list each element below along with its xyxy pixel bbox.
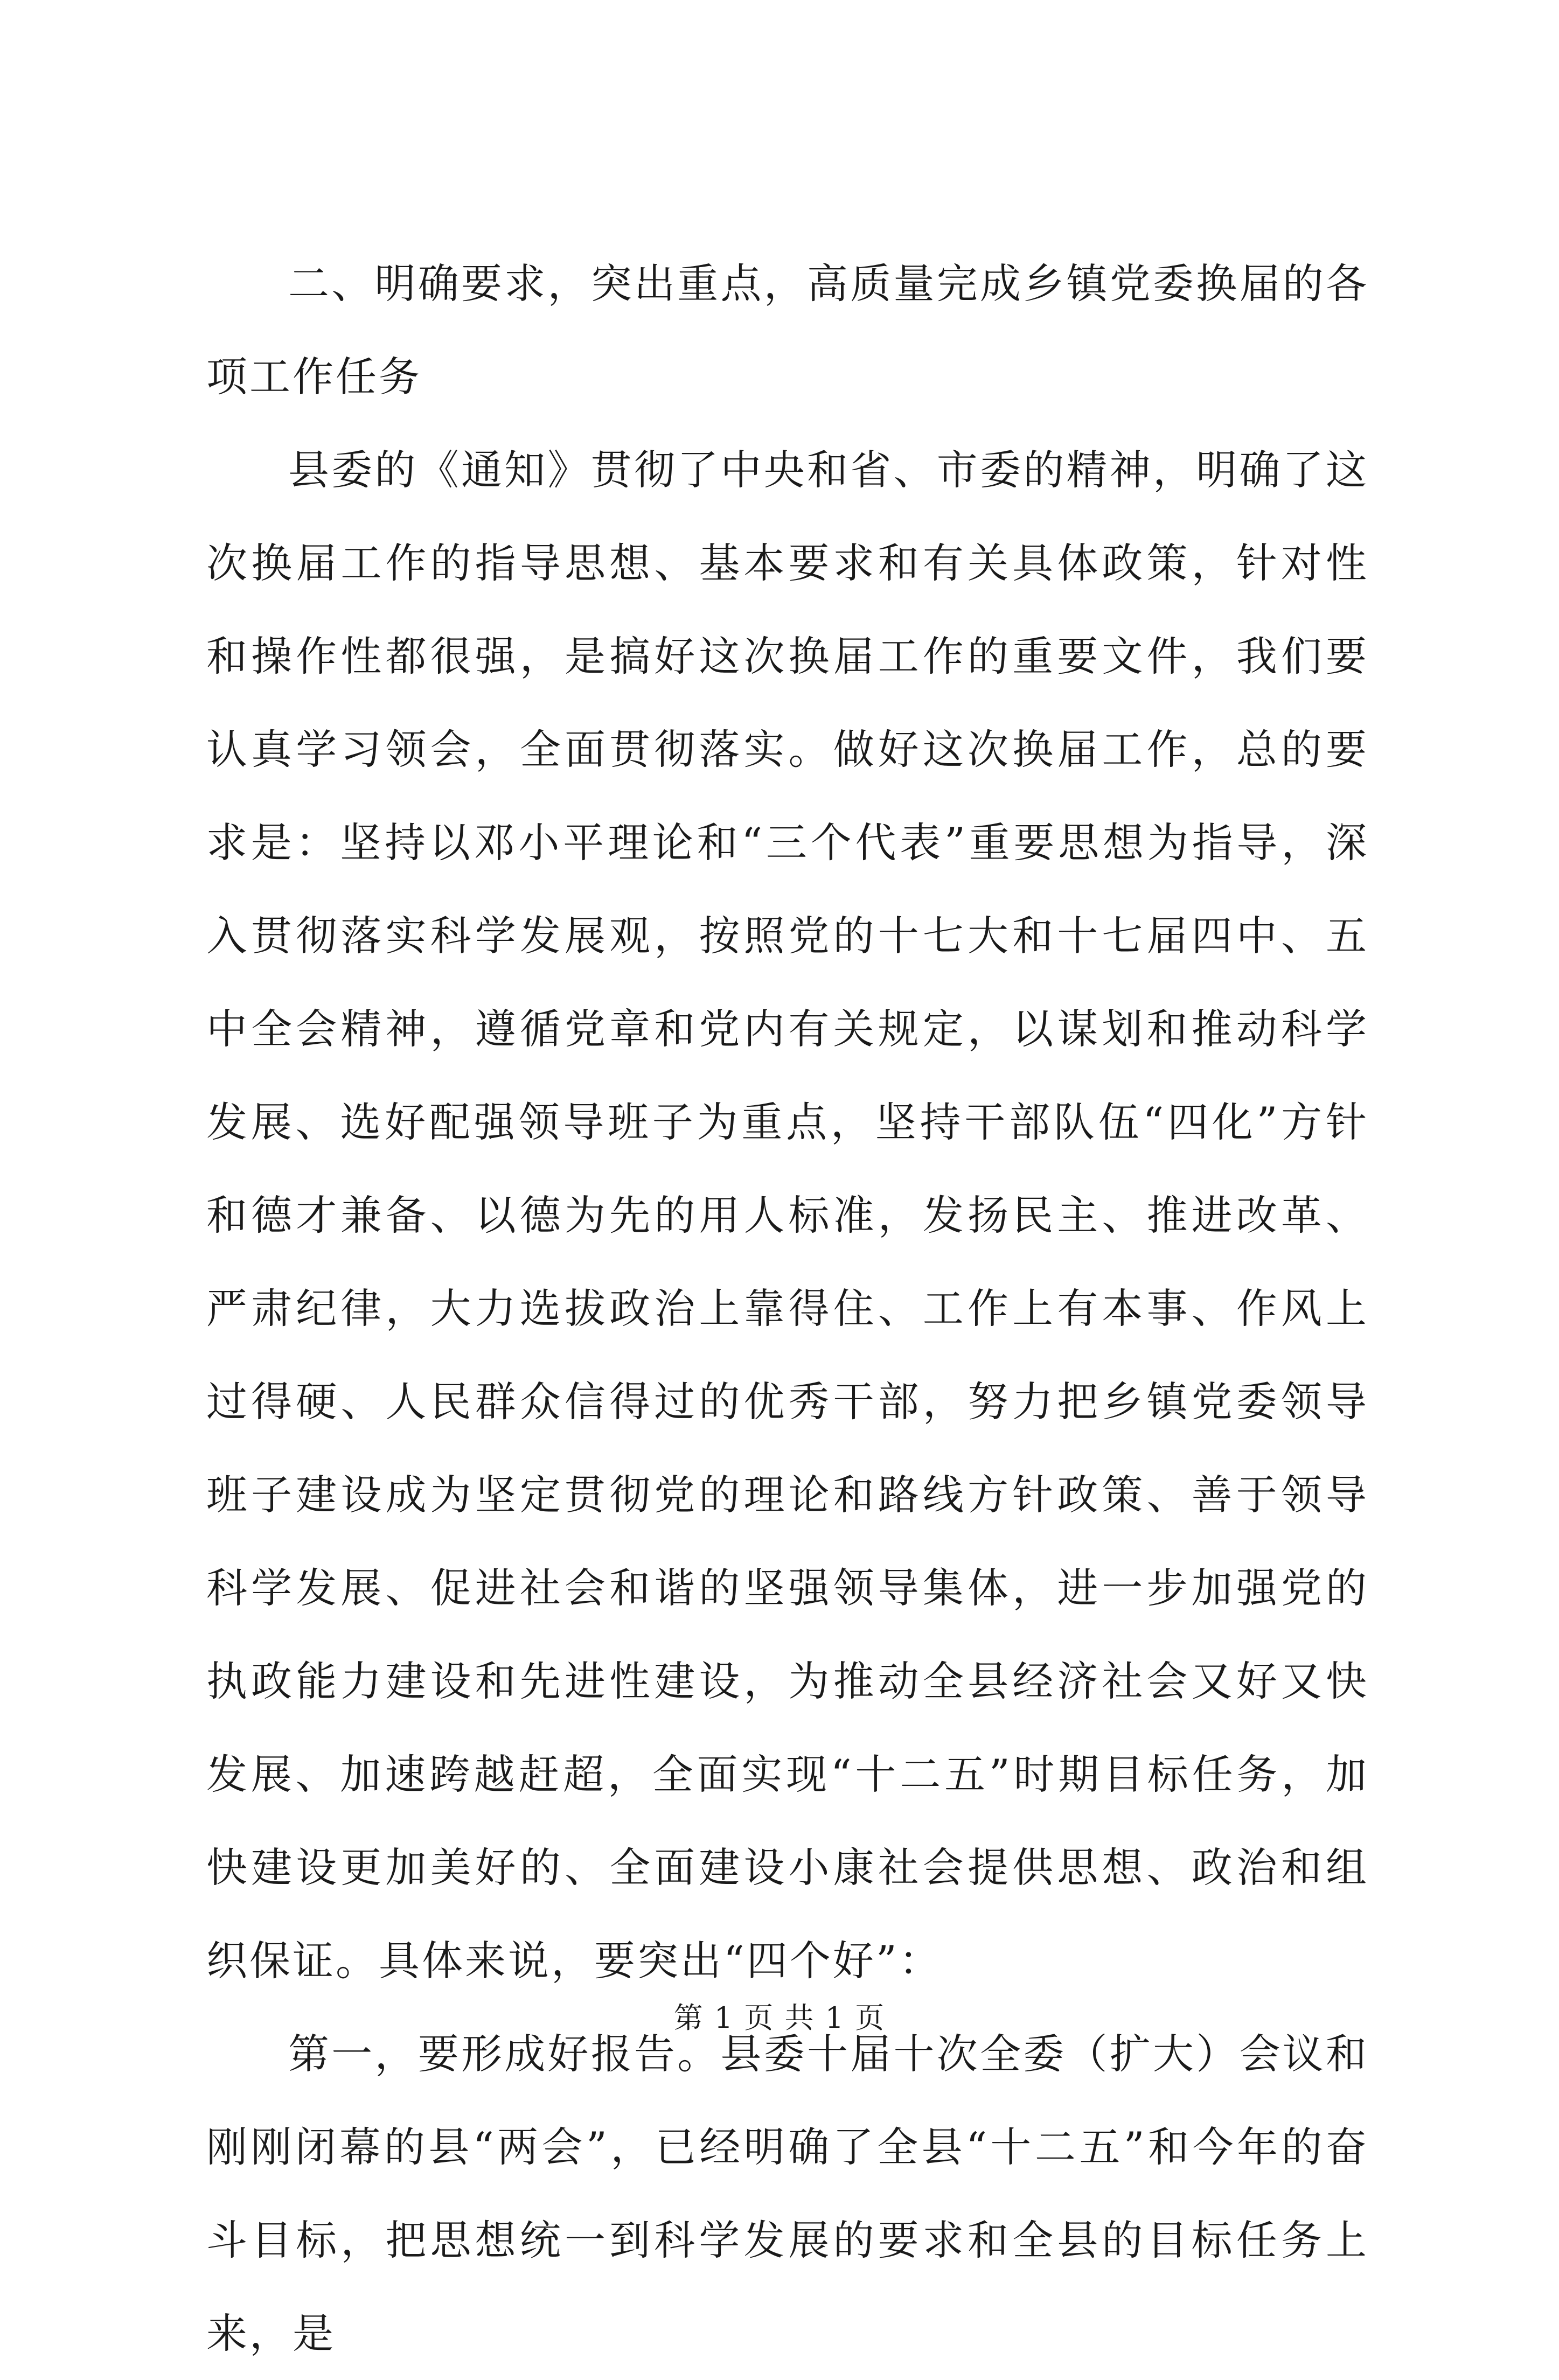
document-body [206,237,1369,2380]
page-footer: 第 1 页 共 1 页 [673,2001,886,2035]
body-paragraph: 县委的《通知》贯彻了中央和省、市委的精神，明确了这次换届工作的指导思想、基本要求和有关具体政策，针对性和操作性都很强，是搞好这次换届工作的重要文件，我们要认真学习领会，全面贯彻落实。做好这次换届工作，总的要求是：坚持以邓小平理论和“三个代表”重要思想为指导，深入贯彻落实科学发展观，按照党的十七大和十七届四中、五中全会精神，遵循党章和党内有关规定，以谋划和推动科学发展、选好配强领导班子为重点，坚持干部队伍“四化”方针和德才兼备、以德为先的用人标准，发扬民主、推进改革、严肃纪律，大力选拔政治上靠得住、工作上有本事、作风上过得硬、人民群众信得过的优秀干部，努力把乡镇党委领导班子建设成为坚定贯彻党的理论和路线方针政策、善于领导科学发展、促进社会和谐的坚强领导集体，进一步加强党的执政能力建设和先进性建设，为推动全县经济社会又好又快发展、加速跨越赶超，全面实现“十二五”时期目标任务，加快建设更加美好的、全面建设小康社会提供思想、政治和组织保证。具体来说，要突出“四个好”： [206,446,1369,1985]
body-paragraph: 第一，要形成好报告。县委十届十次全委（扩大）会议和刚刚闭幕的县“两会”，已经明确了全县“十二五”和今年的奋斗目标，把思想统一到科学发展的要求和全县的目标任务上来，是 [206,2030,1369,2357]
section-heading-paragraph: 二、明确要求，突出重点，高质量完成乡镇党委换届的各项工作任务 [206,260,1369,401]
